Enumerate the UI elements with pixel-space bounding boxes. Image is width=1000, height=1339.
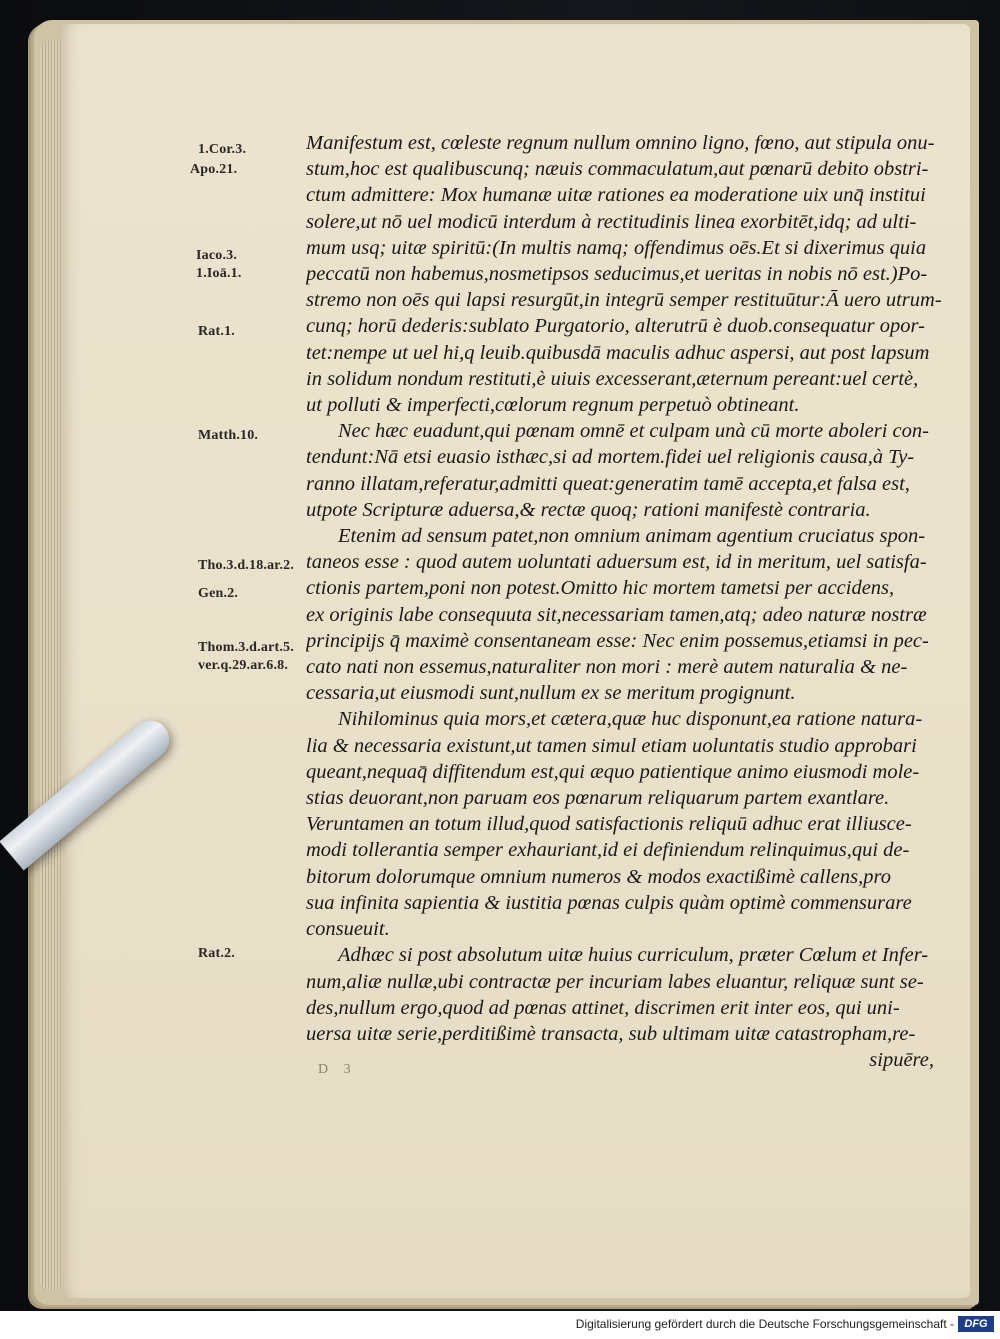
text-line: ctionis partem,poni non potest.Omitto hic mortem tametsi per accidens, (306, 577, 895, 600)
footer-bar (0, 1311, 1000, 1339)
text-line: Nec hæc euadunt,qui pœnam omnē et culpam unà cū morte aboleri con- (338, 420, 929, 443)
marginal-note: Thom.3.d.art.5. (198, 640, 294, 655)
marginal-note: Iaco.3. (196, 248, 238, 263)
text-line: sua infinita sapientia & iustitia pœnas culpis quàm optimè commensurare (306, 891, 912, 914)
text-line: ex originis labe consequuta sit,necessariam tamen,atq; adeo naturæ nostræ (306, 603, 927, 626)
marginal-note: Apo.21. (190, 162, 238, 177)
marginal-note: 1.Ioā.1. (196, 266, 242, 281)
text-line: Manifestum est, cœleste regnum nullum omnino ligno, fœno, aut stipula onu- (306, 132, 935, 154)
text-line: ut polluti & imperfecti,cœlorum regnum perpetuò obtineant. (306, 394, 800, 417)
text-line: uersa uitæ serie,perditißimè transacta, sub ultimam uitæ catastropham,re- (306, 1022, 916, 1045)
text-line: solere,ut nō uel modicū interdum à rectitudinis linea exorbitēt,idq; ad ulti- (306, 210, 917, 233)
text-line: stremo non oēs qui lapsi resurgūt,in integrū semper restituūtur:Ā uero utrum- (306, 289, 942, 312)
text-line: num,aliæ nullæ,ubi contractæ per incuriam labes eluantur, reliquæ sunt se- (306, 970, 924, 993)
text-line: consueuit. (306, 918, 390, 941)
text-line: cessaria,ut eiusmodi sunt,nullum ex se meritum progignunt. (306, 682, 796, 705)
text-line: Adhæc si post absolutum uitæ huius curriculum, præter Cœlum et Infer- (338, 944, 929, 967)
text-line: Veruntamen an totum illud,quod satisfactionis reliquū adhuc erat illiusce- (306, 813, 912, 836)
text-line: cato nati non essemus,naturaliter non mori : merè autem naturalia & ne- (306, 656, 908, 679)
text-line: Nihilominus quia mors,et cætera,quæ huc disponunt,ea ratione natura- (338, 708, 923, 731)
text-line: tendunt:Nā etsi euasio isthæc,si ad mortem.fidei uel religionis causa,à Ty- (306, 446, 915, 469)
marginal-note: Gen.2. (198, 586, 239, 601)
text-line: ranno illatam,referatur,admitti queat:generatim tamē accepta,et falsa est, (306, 472, 910, 495)
page-edges (40, 40, 64, 1290)
marginal-note: Rat.1. (198, 324, 235, 339)
marginal-note: 1.Cor.3. (198, 142, 247, 157)
marginal-note: Matth.10. (198, 428, 259, 443)
signature-mark: D 3 (318, 1062, 357, 1077)
text-line: des,nullum ergo,quod ad pœnas attinet, discrimen erit inter eos, qui uni- (306, 996, 900, 1019)
text-line: in solidum nondum restituti,è uiuis excesserant,æternum pereant:uel certè, (306, 367, 919, 390)
text-line: queant,nequaq̄ diffitendum est,qui æquo patientique animo eiusmodi mole- (306, 760, 920, 783)
text-line: principijs q̄ maximè consentaneam esse: Nec enim possemus,etiamsi in pec- (306, 629, 929, 652)
text-line: modi tollerantia semper exhauriant,id ei definiendum relinquimus,qui de- (306, 839, 910, 862)
text-line: mum usq; uitæ spiritū:(In multis namq; offendimus oēs.Et si dixerimus quia (306, 236, 927, 259)
text-line: stum,hoc est qualibuscunq; næuis commaculatum,aut pœnarū debito obstri- (306, 158, 929, 181)
text-line: taneos esse : quod autem uoluntati aduersum est, id in meritum, uel satisfa- (306, 551, 927, 574)
text-line: tet:nempe ut uel hi,q leuib.quibusdā maculis adhuc aspersi, aut post lapsum (306, 341, 930, 364)
text-line: utpote Scripturæ aduersa,& rectæ quoq; rationi manifestè contraria. (306, 498, 871, 521)
footer-credit: Digitalisierung gefördert durch die Deutsche Forschungsgemeinschaft - (575, 1317, 954, 1331)
marginal-note: Rat.2. (198, 946, 235, 961)
text-line: cunq; horū dederis:sublato Purgatorio, alterutrū è duob.consequatur opor- (306, 315, 925, 338)
text-line: lia & necessaria existunt,ut tamen simul etiam uoluntatis studio approbari (306, 734, 917, 757)
marginal-note: ver.q.29.ar.6.8. (198, 658, 289, 673)
text-line: stias deuorant,non paruam eos pœnarum reliquarum partem exantlare. (306, 787, 890, 810)
text-line: bitorum dolorumque omnium numeros & modos exactißimè callens,pro (306, 865, 891, 888)
text-line: sipuēre, (869, 1049, 934, 1072)
text-line: Etenim ad sensum patet,non omnium animam agentium cruciatus spon- (338, 525, 926, 548)
marginal-note: Tho.3.d.18.ar.2. (198, 558, 295, 573)
page-body (306, 130, 942, 1073)
text-line: ctum admittere: Mox humanæ uitæ rationes ea moderatione uix unq̄ institui (306, 184, 926, 207)
text-line: peccatū non habemus,nosmetipsos seducimus,et ueritas in nobis nō est.)Po- (306, 263, 928, 286)
dfg-logo: DFG (958, 1316, 994, 1332)
